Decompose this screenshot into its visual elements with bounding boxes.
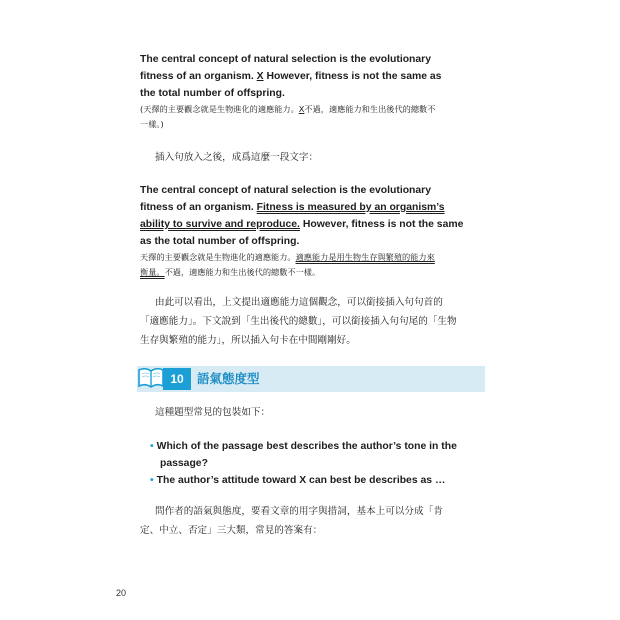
bullet-continuation: passage? <box>160 458 208 469</box>
blank-marker: X <box>298 104 305 114</box>
bullet-item <box>150 472 495 489</box>
open-book-icon <box>137 362 165 392</box>
intro-text: 插入句放入之後，成爲這麼一段文字： <box>155 152 319 163</box>
english-line: the total number of offspring. <box>140 88 285 99</box>
tone-paragraph <box>140 502 485 540</box>
text-segment: fitness of an organism. <box>140 71 257 82</box>
chinese-translation-line: 一樣。) <box>140 119 164 129</box>
chinese-translation-line <box>140 250 485 265</box>
paragraph-line: 定、中立、否定」三大類，常見的答案有： <box>140 525 323 536</box>
explanation-paragraph <box>140 293 485 350</box>
text-segment: (天擇的主要觀念就是生物進化的適應能力。 <box>140 104 299 114</box>
paragraph-line: 由此可以看出，上文提出適應能力這個觀念，可以銜接插入句句首的 <box>155 297 443 308</box>
example-original-passage <box>140 51 485 132</box>
chinese-translation-line <box>140 102 485 117</box>
bullet-item <box>150 438 495 455</box>
section-title: 語氣態度型 <box>197 371 260 386</box>
inserted-sentence: Fitness is measured by an organism’s <box>256 202 445 213</box>
inserted-translation: 適應能力是用生物生存與繁殖的能力來 <box>295 252 435 262</box>
bullet-text: The author’s attitude toward X can best be describes as … <box>156 475 446 486</box>
english-line <box>140 216 485 233</box>
english-line <box>140 68 485 85</box>
paragraph-line: 問作者的語氣與態度，要看文章的用字與措詞，基本上可以分成「肯 <box>155 506 443 517</box>
text-segment: 不過，適應能力和生出後代的總數不一樣。 <box>164 267 321 277</box>
english-line: as the total number of offspring. <box>140 236 300 247</box>
paragraph-line: 「適應能力」。下文說到「生出後代的總數」，可以銜接插入句句尾的「生物 <box>140 316 457 327</box>
page-number: 20 <box>116 588 127 598</box>
text-segment: fitness of an organism. <box>140 202 257 213</box>
blank-marker: X <box>256 71 264 82</box>
text-segment: 天擇的主要觀念就是生物進化的適應能力。 <box>140 252 296 262</box>
section-number: 10 <box>163 368 191 390</box>
english-line <box>140 199 485 216</box>
section-header <box>137 366 485 392</box>
text-segment: 不過，適應能力和生出後代的總數不 <box>304 104 436 114</box>
inserted-translation: 衡量。 <box>140 267 165 277</box>
package-intro: 這種題型常見的包裝如下： <box>155 407 271 418</box>
bullet-icon: • <box>150 475 154 486</box>
bullet-icon: • <box>150 441 154 452</box>
bullet-text: Which of the passage best describes the author’s tone in the <box>156 441 457 452</box>
question-examples <box>150 438 495 489</box>
english-line: The central concept of natural selection is the evolutionary <box>140 54 432 65</box>
example-completed-passage <box>140 182 485 280</box>
text-segment: However, fitness is not the same as <box>263 71 442 82</box>
chinese-translation-line <box>140 265 485 280</box>
english-line: The central concept of natural selection is the evolutionary <box>140 185 432 196</box>
inserted-sentence: ability to survive and reproduce. <box>140 219 300 230</box>
text-segment: However, fitness is not the same <box>299 219 464 230</box>
paragraph-line: 生存與繁殖的能力」，所以插入句卡在中間剛剛好。 <box>140 335 356 346</box>
